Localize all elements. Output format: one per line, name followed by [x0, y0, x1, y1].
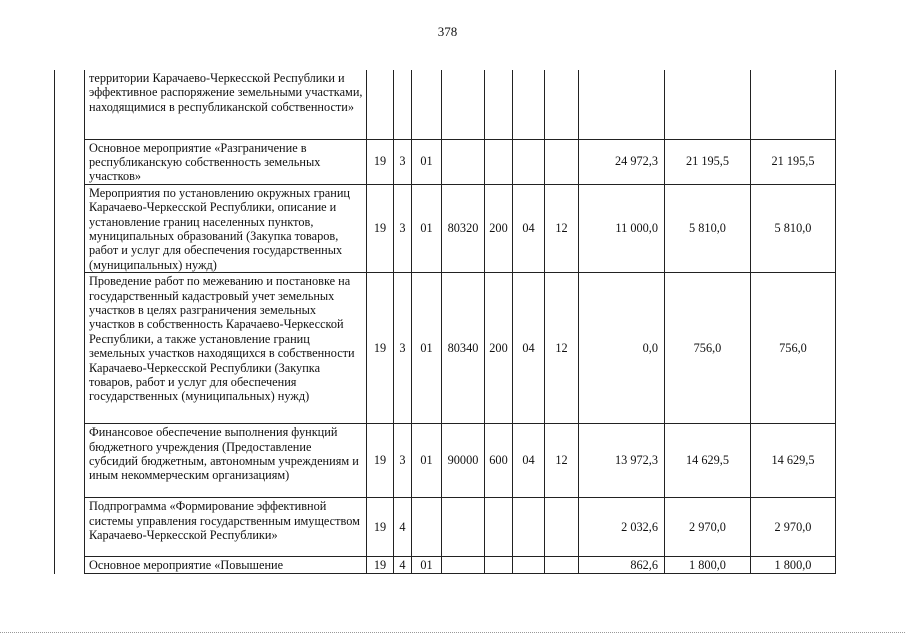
code-cell: 12: [545, 424, 579, 498]
code-cell: [545, 498, 579, 557]
amount-cell: 2 970,0: [665, 498, 751, 557]
code-cell: 01: [412, 273, 442, 424]
table-row: [55, 498, 836, 557]
table-row: [55, 557, 836, 574]
table-row: [55, 139, 836, 184]
amount-cell: 14 629,5: [665, 424, 751, 498]
code-cell: 01: [412, 557, 442, 574]
index-cell: [55, 184, 85, 272]
amount-cell: 862,6: [579, 557, 665, 574]
amount-cell: 5 810,0: [665, 184, 751, 272]
amount-cell: 11 000,0: [579, 184, 665, 272]
code-cell: 12: [545, 184, 579, 272]
table-row: [55, 273, 836, 424]
row-name: Финансовое обеспечение выполнения функций бюджетного учреждения (Предоставление субсидий бюджетным, автономным учреждениям и иным некоммерческим организациям): [85, 424, 367, 498]
amount-cell: [579, 70, 665, 139]
code-cell: 19: [367, 424, 394, 498]
code-cell: [412, 70, 442, 139]
code-cell: 3: [394, 424, 412, 498]
budget-table: [54, 70, 836, 574]
amount-cell: 0,0: [579, 273, 665, 424]
code-cell: 19: [367, 273, 394, 424]
amount-cell: 21 195,5: [665, 139, 751, 184]
code-cell: 90000: [442, 424, 485, 498]
code-cell: 12: [545, 273, 579, 424]
code-cell: [513, 139, 545, 184]
code-cell: 01: [412, 424, 442, 498]
table-row: [55, 70, 836, 139]
table-row: [55, 424, 836, 498]
code-cell: 19: [367, 139, 394, 184]
row-name: Подпрограмма «Формирование эффективной системы управления государственным имуществом Карачаево-Черкесской Республики»: [85, 498, 367, 557]
index-cell: [55, 424, 85, 498]
code-cell: 19: [367, 184, 394, 272]
code-cell: 200: [485, 184, 513, 272]
amount-cell: 5 810,0: [751, 184, 836, 272]
code-cell: 04: [513, 184, 545, 272]
code-cell: [394, 70, 412, 139]
code-cell: 04: [513, 273, 545, 424]
amount-cell: [751, 70, 836, 139]
code-cell: [367, 70, 394, 139]
code-cell: 3: [394, 184, 412, 272]
index-cell: [55, 557, 85, 574]
code-cell: [485, 498, 513, 557]
row-name: Основное мероприятие «Разграничение в республиканскую собственность земельных участков»: [85, 139, 367, 184]
code-cell: [545, 557, 579, 574]
code-cell: 80320: [442, 184, 485, 272]
code-cell: 19: [367, 498, 394, 557]
code-cell: 3: [394, 273, 412, 424]
amount-cell: 2 970,0: [751, 498, 836, 557]
amount-cell: 2 032,6: [579, 498, 665, 557]
code-cell: 3: [394, 139, 412, 184]
code-cell: [513, 557, 545, 574]
page-number: 378: [437, 24, 458, 39]
row-name: Мероприятия по установлению окружных границ Карачаево-Черкесской Республики, описание и установление границ населенных пунктов, муниципальных образований (Закупка товаров, работ и услуг для обеспечения государственных (муниципальных) нужд): [85, 184, 367, 272]
index-cell: [55, 498, 85, 557]
code-cell: 19: [367, 557, 394, 574]
amount-cell: 1 800,0: [751, 557, 836, 574]
amount-cell: 1 800,0: [665, 557, 751, 574]
amount-cell: 14 629,5: [751, 424, 836, 498]
code-cell: 01: [412, 184, 442, 272]
scan-edge-line: [0, 632, 905, 633]
code-cell: [485, 139, 513, 184]
row-name: Проведение работ по межеванию и постановке на государственный кадастровый учет земельных участков в целях разграничения земельных участков в собственность Карачаево-Черкесской Республики, а также установление границ земельных участков находящихся в собственности Карачаево-Черкесской Республики (Закупка товаров, работ и услуг для обеспечения государственных (муниципальных) нужд): [85, 273, 367, 424]
amount-cell: 756,0: [751, 273, 836, 424]
amount-cell: [665, 70, 751, 139]
amount-cell: 24 972,3: [579, 139, 665, 184]
amount-cell: 756,0: [665, 273, 751, 424]
index-cell: [55, 70, 85, 139]
code-cell: [442, 498, 485, 557]
code-cell: [485, 70, 513, 139]
row-name: территории Карачаево-Черкесской Республики и эффективное распоряжение земельными участками, находящимися в республиканской собственности»: [85, 70, 367, 139]
code-cell: 80340: [442, 273, 485, 424]
code-cell: [442, 139, 485, 184]
code-cell: 4: [394, 498, 412, 557]
code-cell: [545, 70, 579, 139]
code-cell: 200: [485, 273, 513, 424]
code-cell: 4: [394, 557, 412, 574]
index-cell: [55, 139, 85, 184]
code-cell: [412, 498, 442, 557]
amount-cell: 21 195,5: [751, 139, 836, 184]
code-cell: 600: [485, 424, 513, 498]
code-cell: [442, 557, 485, 574]
index-cell: [55, 273, 85, 424]
code-cell: [513, 70, 545, 139]
code-cell: [545, 139, 579, 184]
code-cell: [485, 557, 513, 574]
row-name: Основное мероприятие «Повышение: [85, 557, 367, 574]
code-cell: [442, 70, 485, 139]
code-cell: 01: [412, 139, 442, 184]
code-cell: 04: [513, 424, 545, 498]
code-cell: [513, 498, 545, 557]
table-row: [55, 184, 836, 272]
amount-cell: 13 972,3: [579, 424, 665, 498]
